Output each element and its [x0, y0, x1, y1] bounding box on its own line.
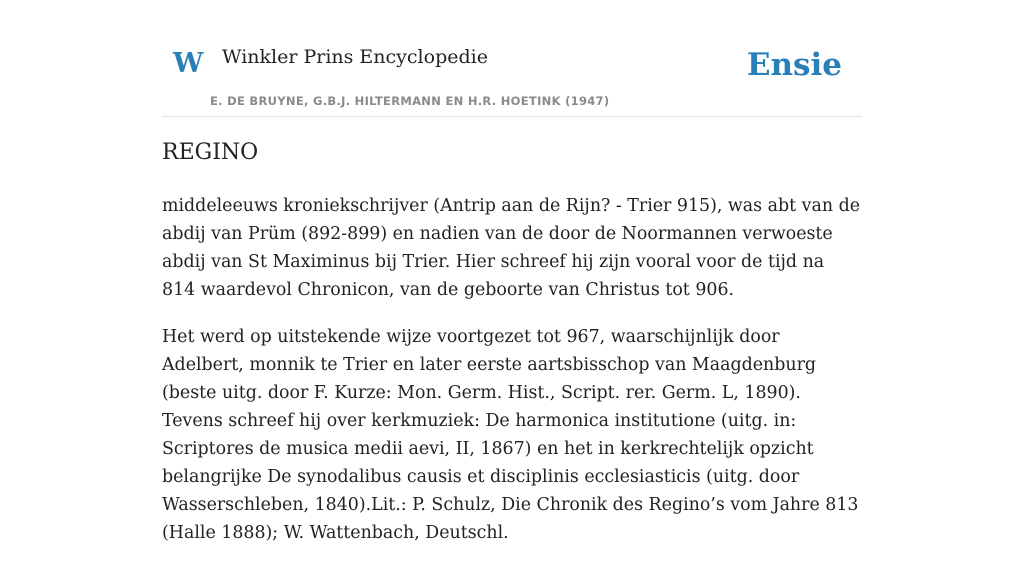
- entry-title: REGINO: [162, 140, 259, 165]
- entry-paragraph: Het werd op uitstekende wijze voortgezet tot 967, waarschijnlijk door Adelbert, monnik te Trier en later eerste aartsbisschop van Maagdenburg (beste uitg. door F. Kurze: Mon. Germ. Hist., Script. rer. Germ. L, 1890). Tevens schreef hij over kerkmuziek: De harmonica institutione (uitg. in: Scriptores de musica medii aevi, II, 1867) en het in kerkrechtelijk opzicht belangrijke De synodalibus causis et disciplinis ecclesiasticis (uitg. door Wasserschleben, 1840).Lit.: P. Schulz, Die Chronik des Regino’s vom Jahre 813 (Halle 1888); W. Wattenbach, Deutschl.: [162, 327, 859, 543]
- winkler-prins-logo[interactable]: W: [173, 48, 204, 79]
- entry-paragraph: middeleeuws kroniekschrijver (Antrip aan de Rijn? - Trier 915), was abt van de abdij van Prüm (892-899) en nadien van de door de Noormannen verwoeste abdij van St Maximinus bij Trier. Hier schreef hij zijn vooral voor de tijd na 814 waardevol Chronicon, van de geboorte van Christus tot 906.: [162, 196, 860, 300]
- source-authors: E. DE BRUYNE, G.B.J. HILTERMANN EN H.R. HOETINK (1947): [210, 94, 610, 108]
- ensie-logo-link[interactable]: Ensie: [746, 47, 842, 83]
- source-title-link[interactable]: Winkler Prins Encyclopedie: [222, 46, 488, 68]
- source-header: [162, 0, 862, 117]
- entry-body: [162, 192, 862, 566]
